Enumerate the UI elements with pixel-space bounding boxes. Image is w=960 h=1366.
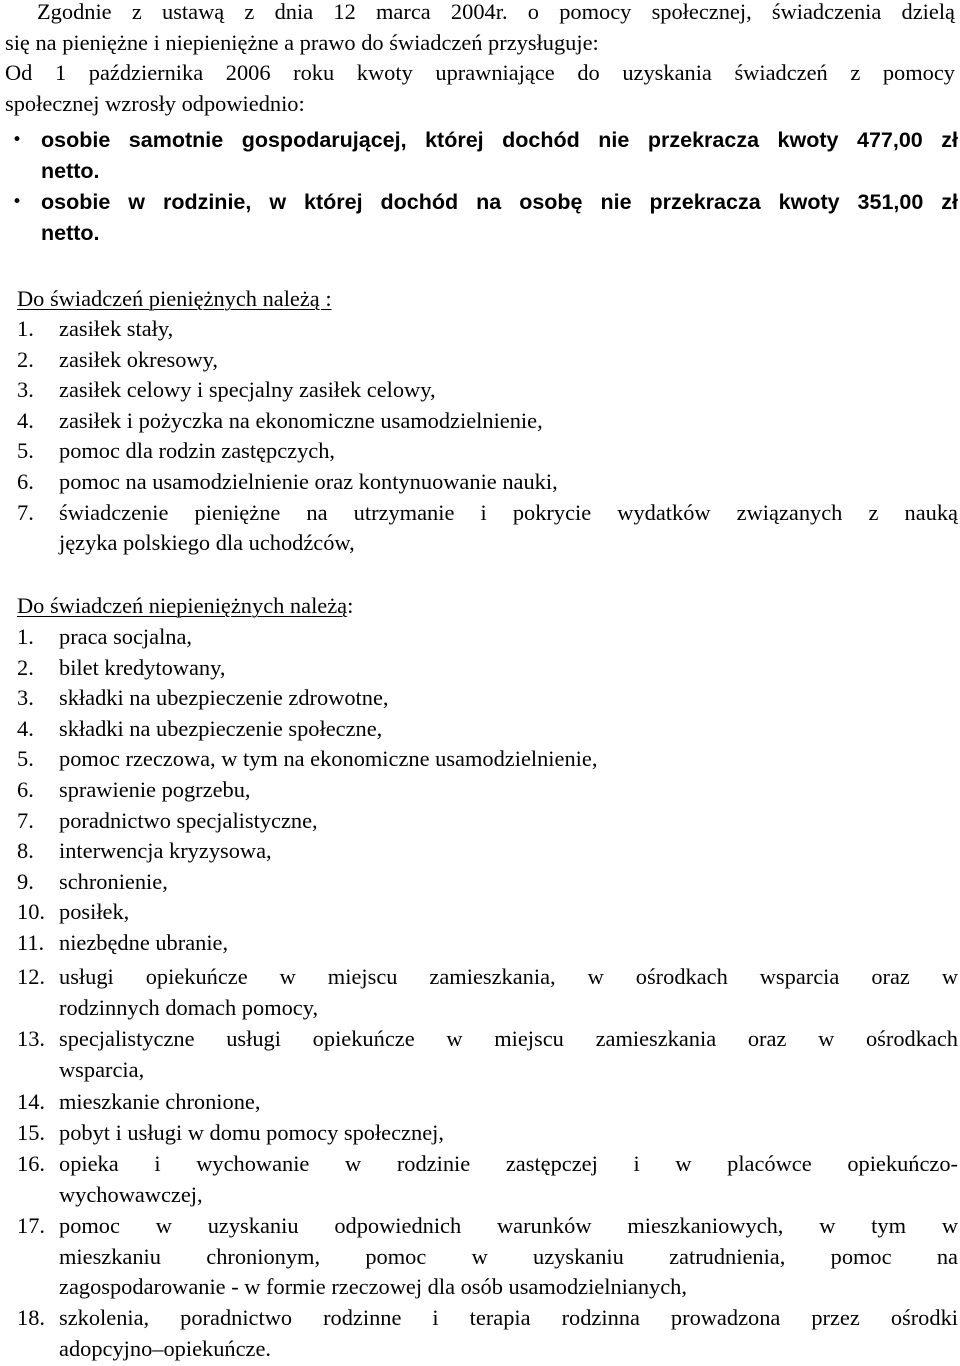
list-text: bilet kredytowany, [59, 654, 226, 680]
list-text: składki na ubezpieczenie zdrowotne, [59, 685, 389, 711]
list-text-line-2: adopcyjno–opiekuńcze. [59, 1335, 272, 1361]
list-text-line-3: zagospodarowanie - w formie rzeczowej dla osób usamodzielnianych, [59, 1274, 687, 1300]
list-number: 2. [17, 654, 34, 680]
list-number: 16. [17, 1151, 45, 1176]
list-item [0, 1087, 958, 1118]
list-text: schronienie, [59, 868, 168, 894]
list-number: 3. [17, 377, 34, 403]
list-item [0, 1149, 958, 1210]
list-number: 3. [17, 685, 34, 711]
list-item [0, 467, 958, 498]
list-number: 10. [17, 899, 45, 925]
list-number: 14. [17, 1089, 45, 1114]
list-text-line-2: wychowawczej, [59, 1181, 203, 1207]
intro-line-3: Od 1 października 2006 roku kwoty uprawniające do uzyskania świadczeń z pomocy [5, 60, 955, 86]
cash-benefits-heading: Do świadczeń pieniężnych należą : [17, 286, 332, 311]
list-number: 6. [17, 469, 34, 494]
bullet-icon: • [12, 192, 23, 212]
list-item [0, 744, 958, 775]
list-text-line-1: opieka i wychowanie w rodzinie zastępczej i w placówce opiekuńczo- [59, 1151, 958, 1176]
list-number: 7. [17, 499, 34, 525]
list-text: pomoc rzeczowa, w tym na ekonomiczne usamodzielnienie, [59, 746, 598, 772]
list-number: 15. [17, 1120, 45, 1145]
list-number: 13. [17, 1026, 45, 1051]
list-text: interwencja kryzysowa, [59, 838, 272, 864]
list-number: 1. [17, 316, 34, 341]
list-text: niezbędne ubranie, [59, 930, 229, 955]
list-text: zasiłek stały, [59, 316, 174, 341]
list-text-line-1: specjalistyczne usługi opiekuńcze w miejscu zamieszkania oraz w ośrodkach [59, 1026, 958, 1051]
bullet-icon: • [12, 130, 23, 150]
list-text: pomoc dla rodzin zastępczych, [59, 438, 336, 464]
list-item [0, 314, 958, 345]
list-text-line-2: wsparcia, [59, 1056, 145, 1082]
list-text: składki na ubezpieczenie społeczne, [59, 715, 383, 741]
list-item [0, 1303, 958, 1364]
list-text-line-2: rodzinnych domach pomocy, [59, 994, 319, 1020]
list-text: praca socjalna, [59, 624, 193, 649]
noncash-heading-suffix: : [347, 593, 354, 618]
list-item [0, 406, 958, 437]
list-item [0, 653, 958, 684]
list-number: 5. [17, 746, 34, 772]
list-item [0, 1211, 958, 1303]
intro-line-1: Zgodnie z ustawą z dnia 12 marca 2004r. o pomocy społecznej, świadczenia dzielą [37, 0, 955, 24]
list-item [0, 1118, 958, 1149]
list-item [0, 962, 958, 1023]
list-text: poradnictwo specjalistyczne, [59, 807, 318, 833]
list-text: pomoc na usamodzielnienie oraz kontynuowanie nauki, [59, 469, 558, 494]
list-text: zasiłek i pożyczka na ekonomiczne usamodzielnienie, [59, 407, 543, 433]
noncash-heading-text: Do świadczeń niepieniężnych należą [17, 593, 348, 618]
bullet-text-line-2: netto. [41, 220, 100, 245]
list-number: 9. [17, 868, 34, 894]
list-number: 2. [17, 346, 34, 372]
list-item [0, 775, 958, 806]
list-text-line-1: świadczenie pieniężne na utrzymanie i pokrycie wydatków związanych z nauką [59, 499, 958, 525]
list-number: 7. [17, 807, 34, 833]
list-item [0, 1024, 958, 1085]
intro-line-2: się na pieniężne i niepieniężne a prawo do świadczeń przysługuje: [5, 29, 599, 55]
noncash-benefits-heading [17, 591, 353, 622]
list-number: 5. [17, 438, 34, 464]
list-item [0, 622, 958, 653]
list-text: zasiłek okresowy, [59, 346, 218, 372]
bullet-text-line-2: netto. [41, 158, 100, 183]
list-item [0, 836, 958, 867]
list-item [0, 928, 958, 959]
bullet-text-line-1: osobie samotnie gospodarującej, której dochód nie przekracza kwoty 477,00 zł [41, 128, 958, 152]
list-text: pobyt i usługi w domu pomocy społecznej, [59, 1120, 444, 1145]
list-text-line-1: pomoc w uzyskaniu odpowiednich warunków mieszkaniowych, w tym w [59, 1213, 958, 1238]
list-item [0, 436, 958, 467]
list-number: 4. [17, 715, 34, 741]
bullet-text-line-1: osobie w rodzinie, w której dochód na osobę nie przekracza kwoty 351,00 zł [41, 190, 958, 214]
list-item [0, 714, 958, 745]
list-text-line-1: usługi opiekuńcze w miejscu zamieszkania, w ośrodkach wsparcia oraz w [59, 964, 958, 989]
list-text-line-1: szkolenia, poradnictwo rodzinne i terapia rodzinna prowadzona przez ośrodki [59, 1305, 958, 1330]
list-item [0, 867, 958, 898]
intro-line-4: społecznej wzrosły odpowiednio: [5, 90, 305, 116]
list-text: zasiłek celowy i specjalny zasiłek celowy, [59, 377, 436, 403]
list-item [0, 897, 958, 928]
list-item [0, 683, 958, 714]
list-number: 11. [17, 930, 45, 955]
list-item [0, 806, 958, 837]
list-number: 12. [17, 964, 45, 989]
list-number: 17. [17, 1213, 45, 1238]
list-number: 4. [17, 407, 34, 433]
list-item [0, 498, 958, 559]
list-number: 8. [17, 838, 34, 864]
list-text: posiłek, [59, 899, 130, 925]
list-number: 1. [17, 624, 34, 649]
list-item [0, 375, 958, 406]
list-number: 6. [17, 777, 34, 802]
list-text-line-2: mieszkaniu chronionym, pomoc w uzyskaniu zatrudnienia, pomoc na [59, 1243, 958, 1269]
intro-paragraph [5, 0, 955, 119]
list-text: sprawienie pogrzebu, [59, 777, 251, 802]
list-item [0, 345, 958, 376]
list-text-line-2: języka polskiego dla uchodźców, [59, 530, 355, 556]
list-number: 18. [17, 1305, 45, 1330]
list-text: mieszkanie chronione, [59, 1089, 261, 1114]
